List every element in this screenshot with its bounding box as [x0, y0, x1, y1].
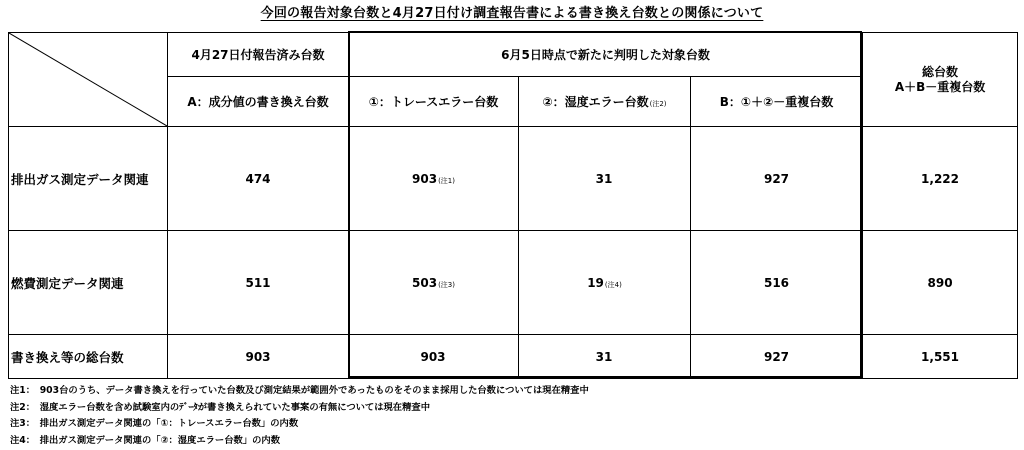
- footnotes: [10, 383, 589, 449]
- cell-trace: [349, 127, 519, 231]
- subheader-trace: ①：トレースエラー台数: [349, 77, 519, 127]
- header-new-group: 6月5日時点で新たに判明した対象台数: [349, 33, 863, 77]
- cell-trace-note: (注1): [438, 176, 455, 185]
- table-row: [9, 231, 1018, 335]
- cell-humidity: [519, 335, 691, 379]
- header-total: 総台数 A＋B－重複台数: [863, 33, 1018, 127]
- cell-total: 890: [863, 231, 1018, 335]
- subheader-humidity: [519, 77, 691, 127]
- row-label: 書き換え等の総台数: [9, 335, 168, 379]
- cell-humidity: [519, 231, 691, 335]
- footnote: 注2： 湿度エラー台数を含め試験室内のﾃﾞｰﾀが書き換えられていた事案の有無については現在精査中: [10, 401, 430, 413]
- footnote: 注3： 排出ガス測定データ関連の「①：トレースエラー台数」の内数: [10, 418, 299, 429]
- cell-b: 927: [691, 335, 863, 379]
- cell-a: 511: [168, 231, 349, 335]
- header-reported: 4月27日付報告済み台数: [168, 33, 349, 77]
- subheader-humidity-text: ②：湿度エラー台数: [542, 95, 649, 109]
- diagonal-line: [9, 33, 167, 126]
- cell-humidity: [519, 127, 691, 231]
- table-row: [9, 335, 1018, 379]
- cell-trace-value: 903: [420, 349, 446, 364]
- cell-trace-note: (注3): [438, 280, 455, 289]
- cell-humidity-value: 31: [595, 349, 613, 364]
- corner-diagonal-cell: [9, 33, 168, 127]
- subheader-a: A：成分値の書き換え台数: [168, 77, 349, 127]
- cell-a: 903: [168, 335, 349, 379]
- cell-trace-value: 503: [412, 275, 438, 290]
- cell-a: 474: [168, 127, 349, 231]
- cell-total: 1,551: [863, 335, 1018, 379]
- subheader-humidity-note: (注2): [649, 100, 667, 108]
- row-label: 燃費測定データ関連: [9, 231, 168, 335]
- subheader-b: B：①＋②－重複台数: [691, 77, 863, 127]
- cell-humidity-value: 19: [587, 275, 604, 290]
- cell-trace-value: 903: [412, 171, 438, 186]
- footnote: 注4： 排出ガス測定データ関連の「②：湿度エラー台数」の内数: [10, 434, 281, 446]
- cell-trace: [349, 231, 519, 335]
- footnote: 注1： 903台のうち、データ書き換えを行っていた台数及び測定結果が範囲外であったものをそのまま採用した台数については現在精査中: [10, 385, 589, 396]
- cell-humidity-note: (注4): [604, 280, 622, 289]
- cell-b: 927: [691, 127, 863, 231]
- row-label: 排出ガス測定データ関連: [9, 127, 168, 231]
- cell-humidity-value: 31: [595, 171, 613, 186]
- table-row: [9, 127, 1018, 231]
- cell-trace: [349, 335, 519, 379]
- page-title: 今回の報告対象台数と4月27日付け調査報告書による書き換え台数との関係について: [260, 6, 764, 21]
- data-table: [8, 32, 1018, 379]
- cell-total: 1,222: [863, 127, 1018, 231]
- cell-b: 516: [691, 231, 863, 335]
